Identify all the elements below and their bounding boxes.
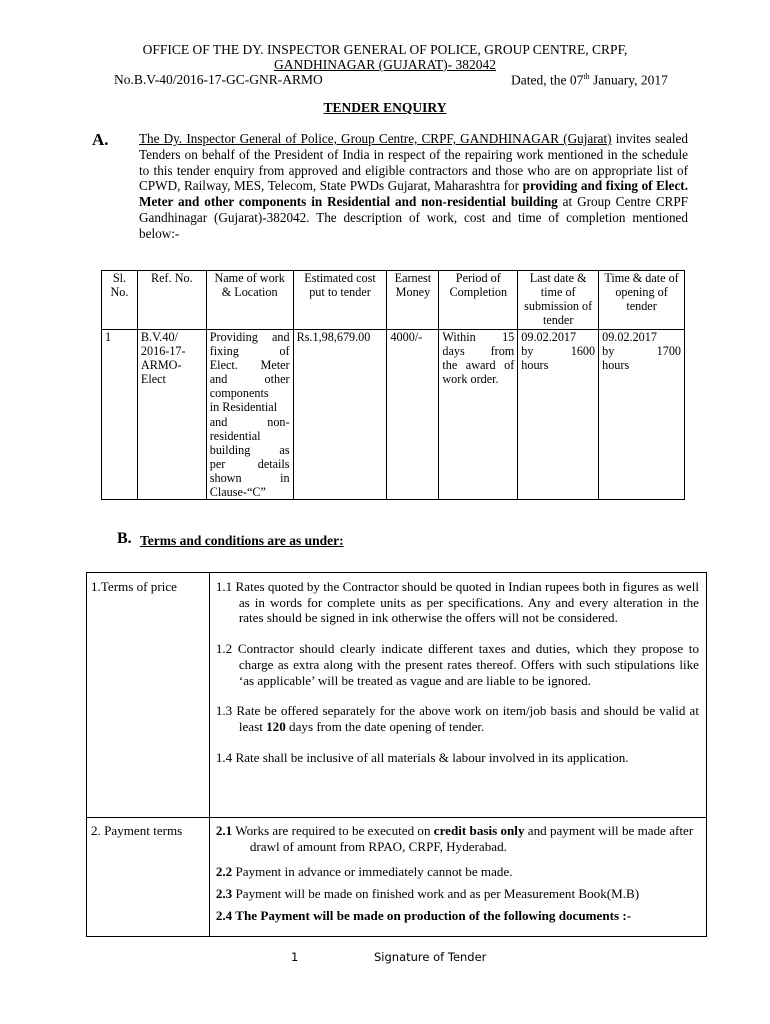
- work-details-table: [101, 270, 685, 500]
- cell-sl-no: 1: [102, 330, 138, 500]
- header-cell-earnest-money: Earnest Money: [387, 271, 439, 330]
- work-line: building as: [209, 442, 290, 457]
- pay-21-text-a: Works are required to be executed on: [232, 823, 434, 838]
- pay-21-text-c: and payment will be made after drawl of amount from RPAO, CRPF, Hyderabad.: [249, 823, 694, 854]
- opening-line: hours: [602, 358, 630, 373]
- cell-name-of-work: [206, 330, 293, 500]
- work-line: Providing and: [209, 330, 290, 344]
- cell-estimated-cost: Rs.1,98,679.00: [293, 330, 387, 500]
- header-cell-opening-date: Time & date of opening of tender: [599, 271, 685, 330]
- page-number: 1: [291, 950, 299, 964]
- work-line: components: [209, 386, 269, 401]
- office-line-2-text: GANDHINAGAR (GUJARAT)- 382042: [274, 57, 496, 72]
- header-cell-ref-no: Ref. No.: [137, 271, 206, 330]
- table-header-row: [102, 271, 685, 330]
- ref-line: B.V.40/: [140, 330, 178, 344]
- pay-21-number: 2.1: [215, 823, 233, 838]
- work-line: shown in: [209, 470, 290, 485]
- price-13-text-a: 1.3 Rate be offered separately for the above work on item/job basis and should be valid at least: [215, 703, 699, 734]
- pay-21-credit-basis: credit basis only: [433, 823, 525, 838]
- work-line: Elect. Meter: [209, 358, 290, 373]
- price-clause-1-1: 1.1 Rates quoted by the Contractor should be quoted in Indian rupees both in figures as well as in words for complete units as per specifications. Any and every alteration in the rates should be signed in ink otherwise the offers will not be considered.: [215, 579, 699, 626]
- section-a-paragraph: [139, 131, 688, 242]
- date-suffix: January, 2017: [589, 72, 668, 88]
- price-clause-1-4: 1.4 Rate shall be inclusive of all materials & labour involved in its application.: [215, 749, 629, 765]
- intro-underlined: The Dy. Inspector General of Police, Group Centre, CRPF, GANDHINAGAR (Gujarat): [139, 131, 612, 146]
- terms-price-content: [209, 573, 706, 818]
- office-line-2: [0, 57, 770, 73]
- payment-clause-2-4: 2.4 The Payment will be made on production of the following documents :-: [215, 907, 632, 923]
- payment-clause-2-3: [216, 886, 699, 902]
- ref-line: 2016-17-: [140, 344, 186, 359]
- terms-table: [86, 572, 707, 937]
- terms-payment-content: [209, 818, 706, 937]
- cell-period: [439, 330, 518, 500]
- work-line: and other: [209, 372, 290, 387]
- document-date: [511, 72, 668, 89]
- pay-23-number: 2.3: [215, 886, 233, 902]
- price-clause-1-3: [216, 703, 699, 734]
- header-cell-estimated-cost: Estimated cost put to tender: [293, 271, 387, 330]
- work-line: fixing of: [209, 344, 290, 359]
- price-clause-1-2: 1.2 Contractor should clearly indicate different taxes and duties, which they propose to charge as extra along with the present rates thereof. Offers with such stipulations like ‘as applicable’ will be treated as vague and are liable to be ignored.: [215, 641, 699, 688]
- payment-clause-2-2: [216, 864, 699, 880]
- terms-row-price: [87, 573, 707, 818]
- payment-clause-2-1: [216, 823, 699, 854]
- work-line: per details: [209, 456, 290, 471]
- period-line: work order.: [442, 372, 499, 387]
- period-line: the award of: [442, 358, 515, 373]
- reference-number: No.B.V-40/2016-17-GC-GNR-ARMO: [114, 72, 323, 87]
- signature-label: Signature of Tender: [374, 950, 487, 964]
- intro-bold-text: providing and fixing of Elect. Meter and other components in Residential and non-residential building: [139, 178, 688, 210]
- price-13-text-c: days from the date opening of tender.: [285, 718, 485, 734]
- ref-line: ARMO-: [140, 358, 182, 373]
- period-line: Within 15: [442, 330, 515, 344]
- date-superscript: th: [583, 72, 590, 81]
- table-row: [102, 330, 685, 500]
- opening-line: by 1700: [602, 344, 681, 359]
- header-cell-name-of-work: Name of work & Location: [206, 271, 293, 330]
- ref-line: Elect: [140, 372, 166, 387]
- terms-row-payment: [87, 818, 707, 937]
- pay-23-text: Payment will be made on finished work and as per Measurement Book(M.B): [232, 886, 640, 902]
- header-cell-last-date: Last date & time of submission of tender: [518, 271, 599, 330]
- pay-22-text: Payment in advance or immediately cannot be made.: [232, 864, 513, 880]
- terms-price-label: 1.Terms of price: [87, 573, 210, 818]
- terms-payment-label: 2. Payment terms: [87, 818, 210, 937]
- page-title: TENDER ENQUIRY: [323, 100, 447, 115]
- intro-closing-text: at Group Centre CRPF Gandhinagar (Gujarat)-382042. The description of work, cost and time of completion mentioned below:-: [139, 194, 688, 241]
- header-cell-period-of-completion: Period of Completion: [439, 271, 518, 330]
- period-line: days from: [442, 344, 515, 359]
- section-a-marker: A.: [92, 130, 109, 149]
- intro-text: invites sealed Tenders on behalf of the President of India in respect of the repairing work mentioned in the schedule to this tender enquiry from approved and eligible contractors and those who are on appropriate list of CPWD, Railway, MES, Telecom, State PWDs Gujarat, Maharashtra for: [139, 131, 688, 194]
- last-date-line: hours: [521, 358, 549, 373]
- work-line: in Residential: [209, 400, 278, 415]
- section-b-marker: B.: [117, 530, 132, 547]
- opening-line: 09.02.2017: [602, 330, 657, 344]
- date-prefix: Dated, the 07: [511, 72, 584, 88]
- office-line-1: OFFICE OF THE DY. INSPECTOR GENERAL OF POLICE, GROUP CENTRE, CRPF,: [142, 42, 628, 57]
- cell-last-date: [518, 330, 599, 500]
- cell-earnest-money: 4000/-: [387, 330, 439, 500]
- pay-22-number: 2.2: [215, 864, 233, 880]
- cell-ref-no: [137, 330, 206, 500]
- work-line: residential: [209, 428, 261, 443]
- header-cell-sl-no: Sl. No.: [102, 271, 138, 330]
- last-date-line: by 1600: [521, 344, 596, 359]
- section-b-title: Terms and conditions are as under:: [140, 533, 344, 548]
- work-line: Clause-“C”: [209, 485, 266, 500]
- price-13-days: 120: [266, 718, 286, 734]
- last-date-line: 09.02.2017: [521, 330, 577, 344]
- cell-opening-date: [599, 330, 685, 500]
- work-line: and non-: [209, 414, 290, 429]
